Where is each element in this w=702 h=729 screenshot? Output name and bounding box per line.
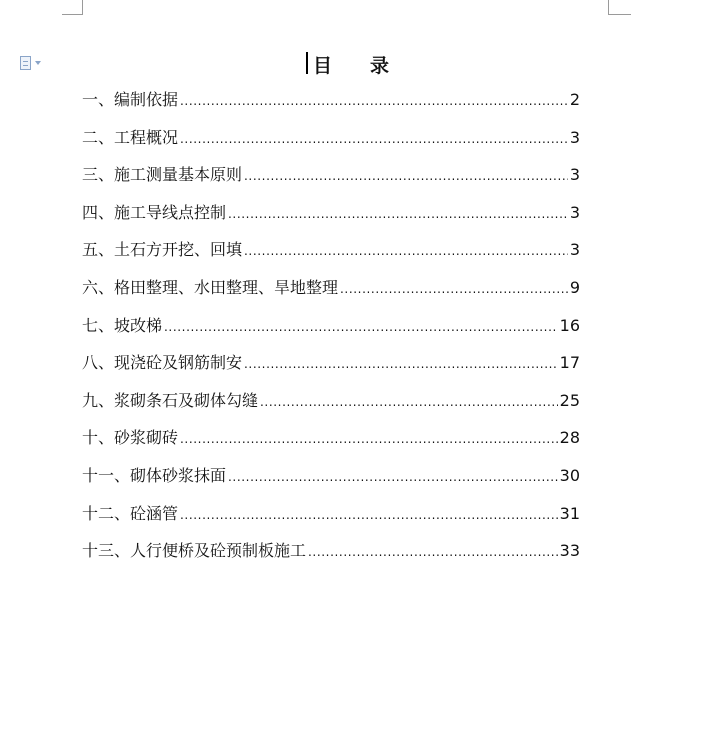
dot-leader: [180, 89, 568, 113]
dot-leader: [244, 239, 568, 263]
dot-leader: [228, 202, 568, 226]
toc-entry-page: 17: [559, 353, 580, 373]
dot-leader: [244, 164, 568, 188]
toc-entry-label: 八、现浇砼及钢筋制安: [82, 353, 243, 373]
dot-leader: [308, 540, 558, 564]
toc-entry-label: 七、坡改梯: [82, 315, 163, 335]
toc-entry-page: 31: [559, 503, 580, 523]
toc-entry-label: 四、施工导线点控制: [82, 202, 227, 222]
toc-entry-label: 六、格田整理、水田整理、旱地整理: [82, 277, 339, 297]
toc-entry-page: 3: [569, 165, 580, 185]
toc-entry-page: 28: [559, 428, 580, 448]
toc-entry-page: 3: [569, 240, 580, 260]
toc-entry-page: 16: [559, 315, 580, 335]
toc-entry[interactable]: [82, 351, 580, 389]
table-of-contents: [82, 88, 580, 577]
dot-leader: [228, 465, 558, 489]
dot-leader: [244, 352, 558, 376]
dot-leader: [164, 315, 558, 339]
toc-entry-label: 二、工程概况: [82, 127, 179, 147]
toc-entry[interactable]: [82, 238, 580, 276]
toc-title: 目 录: [312, 55, 389, 77]
toc-entry-label: 十一、砌体砂浆抹面: [82, 465, 227, 485]
toc-entry-label: 一、编制依据: [82, 90, 179, 109]
dot-leader: [180, 503, 558, 527]
toc-entry[interactable]: [82, 276, 580, 314]
crop-mark-top-left: [62, 0, 83, 15]
toc-entry[interactable]: [82, 389, 580, 427]
toc-entry-label: 三、施工测量基本原则: [82, 165, 243, 185]
toc-entry[interactable]: [82, 201, 580, 239]
toc-entry[interactable]: [82, 126, 580, 164]
toc-entry-page: 33: [559, 541, 580, 561]
toc-entry-label: 十、砂浆砌砖: [82, 428, 179, 448]
toc-entry[interactable]: [82, 314, 580, 352]
toc-entry-label: 五、土石方开挖、回填: [82, 240, 243, 260]
toc-entry-page: 9: [569, 277, 580, 297]
toc-entry-page: 30: [559, 465, 580, 485]
crop-mark-top-right: [608, 0, 631, 15]
dot-leader: [260, 390, 558, 414]
toc-entry[interactable]: [82, 539, 580, 577]
toc-entry-page: 2: [569, 90, 580, 109]
dot-leader: [180, 127, 568, 151]
dot-leader: [180, 427, 558, 451]
toc-entry[interactable]: [82, 426, 580, 464]
toc-entry[interactable]: [82, 163, 580, 201]
toc-entry[interactable]: [82, 464, 580, 502]
toc-entry-page: 25: [559, 390, 580, 410]
toc-entry-page: 3: [569, 127, 580, 147]
toc-entry-label: 十三、人行便桥及砼预制板施工: [82, 541, 307, 561]
dot-leader: [340, 277, 568, 301]
toc-entry-page: 3: [569, 202, 580, 222]
toc-entry-label: 十二、砼涵管: [82, 503, 179, 523]
toc-entry[interactable]: [82, 502, 580, 540]
toc-entry[interactable]: [82, 88, 580, 126]
toc-entry-label: 九、浆砌条石及砌体勾缝: [82, 390, 259, 410]
